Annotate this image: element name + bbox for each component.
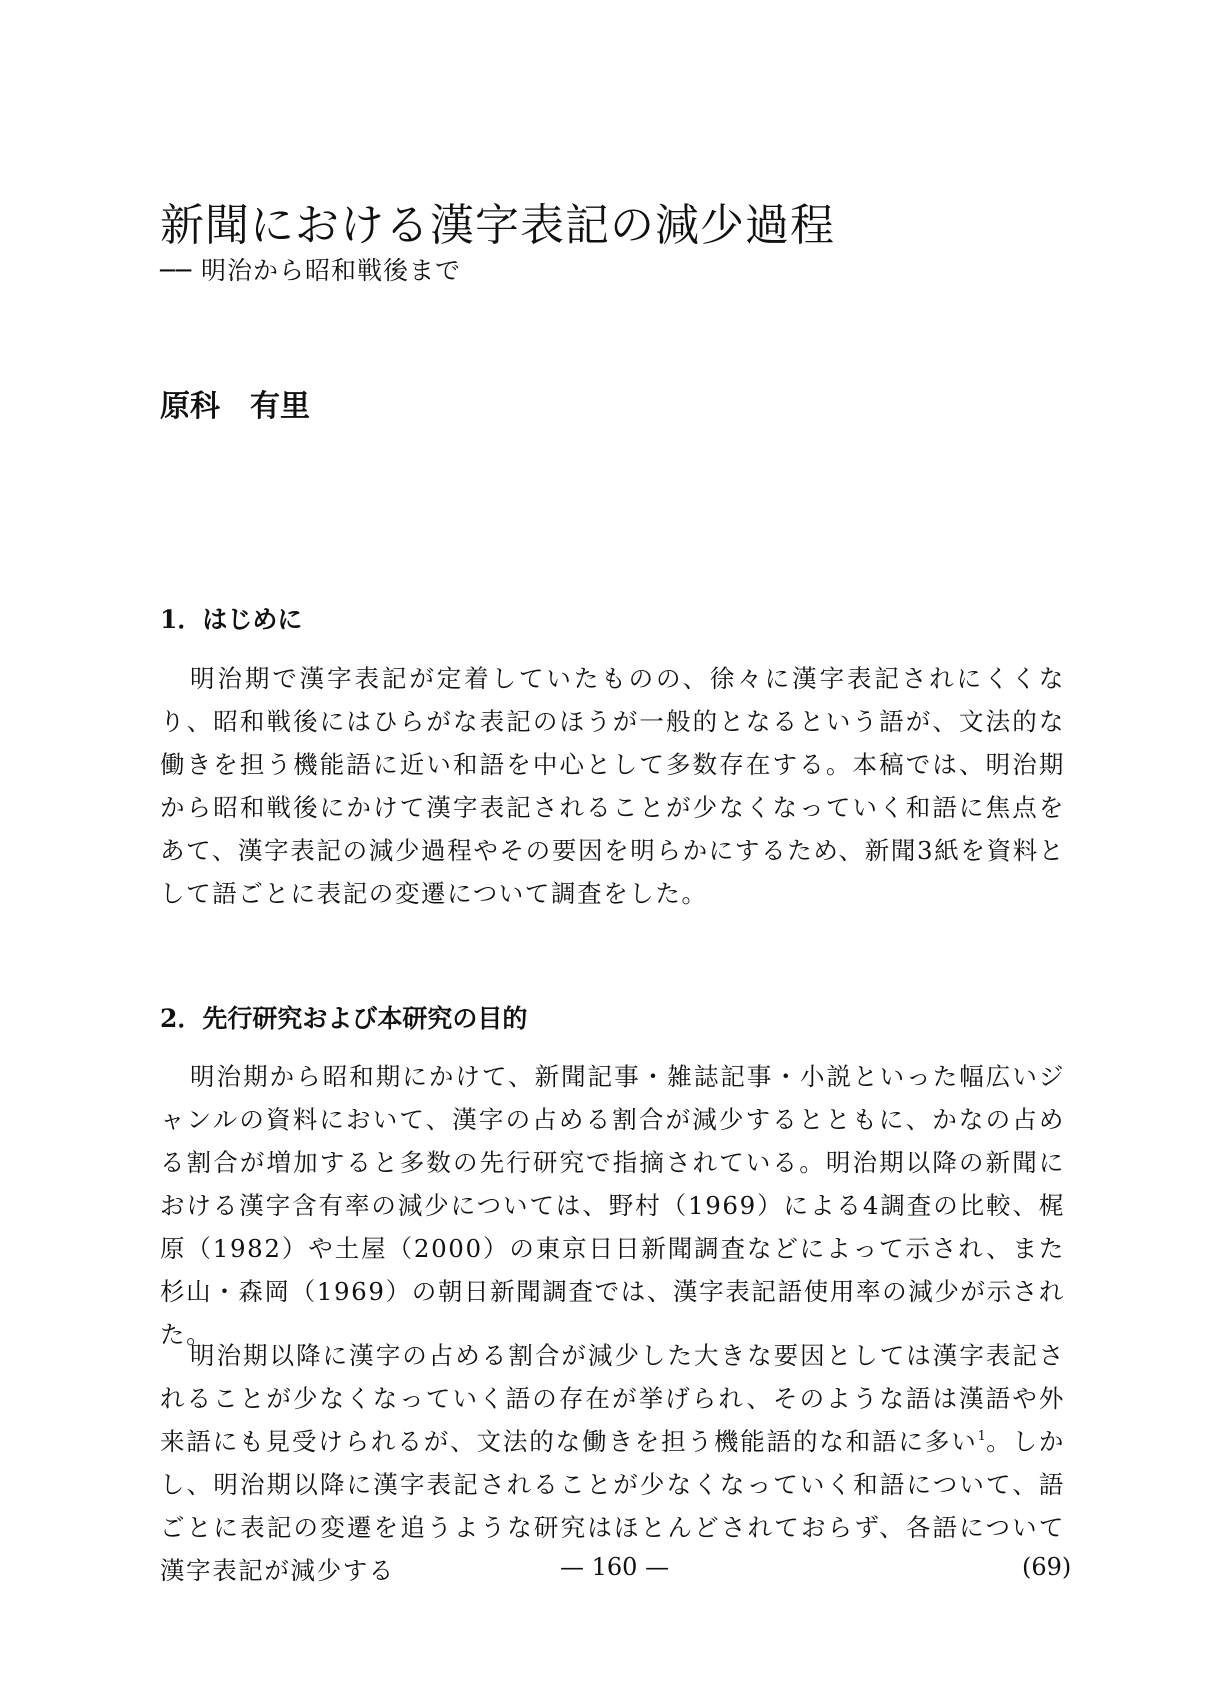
paragraph-text-after-footnote: 。しかし、明治期以降に漢字表記されることが少なくなっていく和語について、語ごとに表記の変遷を追うような研究はほとんどされておらず、各語について漢字表記が減少する (160, 1427, 1065, 1585)
sheet-number: (69) (1022, 1553, 1072, 1581)
paper-subtitle: ── 明治から昭和戦後まで (160, 256, 462, 285)
section-heading-introduction (160, 602, 302, 638)
paragraph-prior-research: 明治期から昭和期にかけて、新聞記事・雑誌記事・小説といった幅広いジャンルの資料において、漢字の占める割合が減少するとともに、かなの占める割合が増加すると多数の先行研究で指摘されている。明治期以降の新聞における漢字含有率の減少については、野村（1969）による4調査の比較、梶原（1982）や土屋（2000）の東京日日新聞調査などによって示され、また杉山・森岡（1969）の朝日新聞調査では、漢字表記語使用率の減少が示された。 (160, 1062, 1065, 1349)
page-number: — 160 — (560, 1553, 670, 1581)
section-title: 先行研究および本研究の目的 (202, 1004, 528, 1033)
author-name: 原科 有里 (160, 389, 310, 424)
paragraph-text-before-footnote: 明治期以降に漢字の占める割合が減少した大きな要因としては漢字表記されることが少なくなっていく語の存在が挙げられ、そのような語は漢語や外来語にも見受けられるが、文法的な働きを担う機能語的な和語に多い (160, 1341, 1065, 1456)
section-number: 2． (160, 1004, 203, 1033)
footnote-marker: 1 (977, 1429, 986, 1444)
paper-title: 新聞における漢字表記の減少過程 (160, 200, 835, 251)
paragraph-introduction: 明治期で漢字表記が定着していたものの、徐々に漢字表記されにくくなり、昭和戦後にはひらがな表記のほうが一般的となるという語が、文法的な働きを担う機能語に近い和語を中心として多数存在する。本稿では、明治期から昭和戦後にかけて漢字表記されることが少なくなっていく和語に焦点をあて、漢字表記の減少過程やその要因を明らかにするため、新聞3紙を資料として語ごとに表記の変遷について調査をした。 (160, 664, 1065, 908)
section-heading-prior-research (160, 1001, 527, 1037)
section-number: 1． (160, 605, 203, 634)
section-title: はじめに (202, 605, 303, 634)
